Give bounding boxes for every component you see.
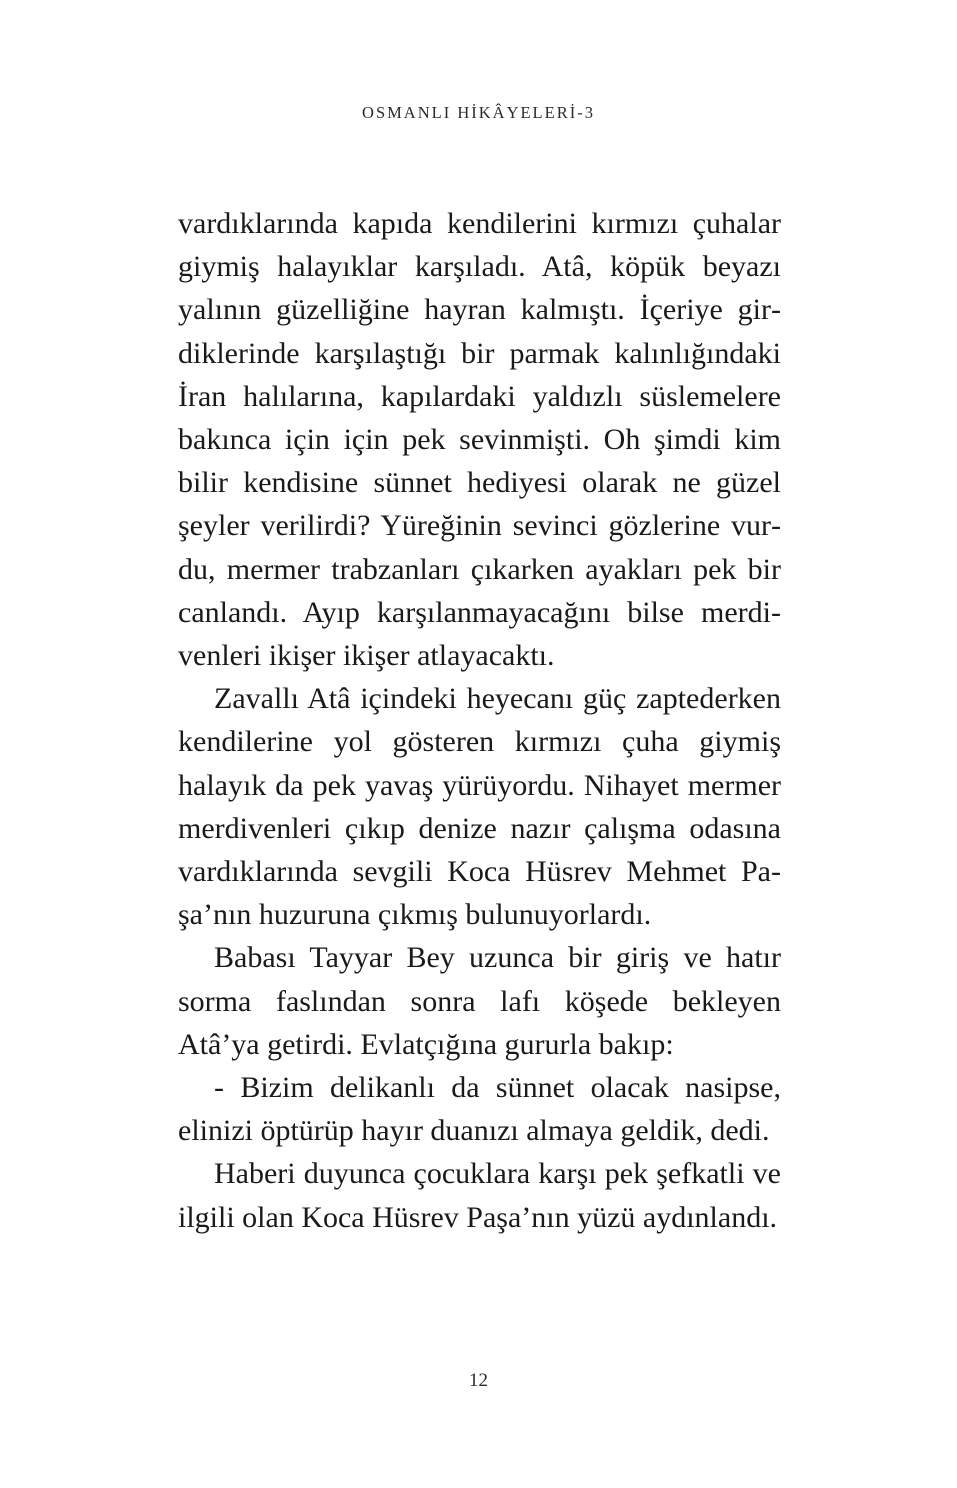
paragraph-4: - Bizim delikanlı da sünnet olacak nasipse, elinizi öptürüp hayır duanızı almaya geldik, dedi. (178, 1071, 781, 1148)
paragraph-5: Haberi duyunca çocuklara karşı pek şefkatli ve ilgili olan Koca Hüsrev Paşa’nın yüzü aydınlandı. (178, 1157, 781, 1234)
page-number: 12 (469, 1370, 488, 1391)
paragraph-2: Zavallı Atâ içindeki heyecanı güç zaptederken kendilerine yol gösteren kırmızı çuha giymiş halayık da pek yavaş yürüyordu. Nihayet mermer merdivenleri çıkıp denize nazır çalışma odasına vardıklarında sevgili Koca Hüsrev Mehmet Paşa’nın huzuruna çıkmış bulunuyorlardı. (178, 682, 781, 932)
paragraph-3: Babası Tayyar Bey uzunca bir giriş ve hatır sorma faslından sonra lafı köşede bekleyen Atâ’ya getirdi. Evlatçığına gururla bakıp: (178, 941, 781, 1061)
page-body (178, 202, 781, 1239)
running-header: OSMANLI HİKÂYELERİ-3 (362, 103, 595, 122)
paragraph-1: vardıklarında kapıda kendilerini kırmızı çuhalar giymiş halayıklar karşıladı. Atâ, köpük beyazı yalının güzelliğine hayran kalmıştı. İçeriye girdiklerinde karşılaştığı bir parmak kalınlığındaki İran halılarına, kapılardaki yaldızlı süslemelere bakınca için için pek sevinmişti. Oh şimdi kim bilir kendisine sünnet hediyesi olarak ne güzel şeyler verilirdi? Yüreğinin sevinci gözlerine vurdu, mermer trabzanları çıkarken ayakları pek bir canlandı. Ayıp karşılanmayacağını bilse merdivenleri ikişer ikişer atlayacaktı. (178, 207, 781, 673)
